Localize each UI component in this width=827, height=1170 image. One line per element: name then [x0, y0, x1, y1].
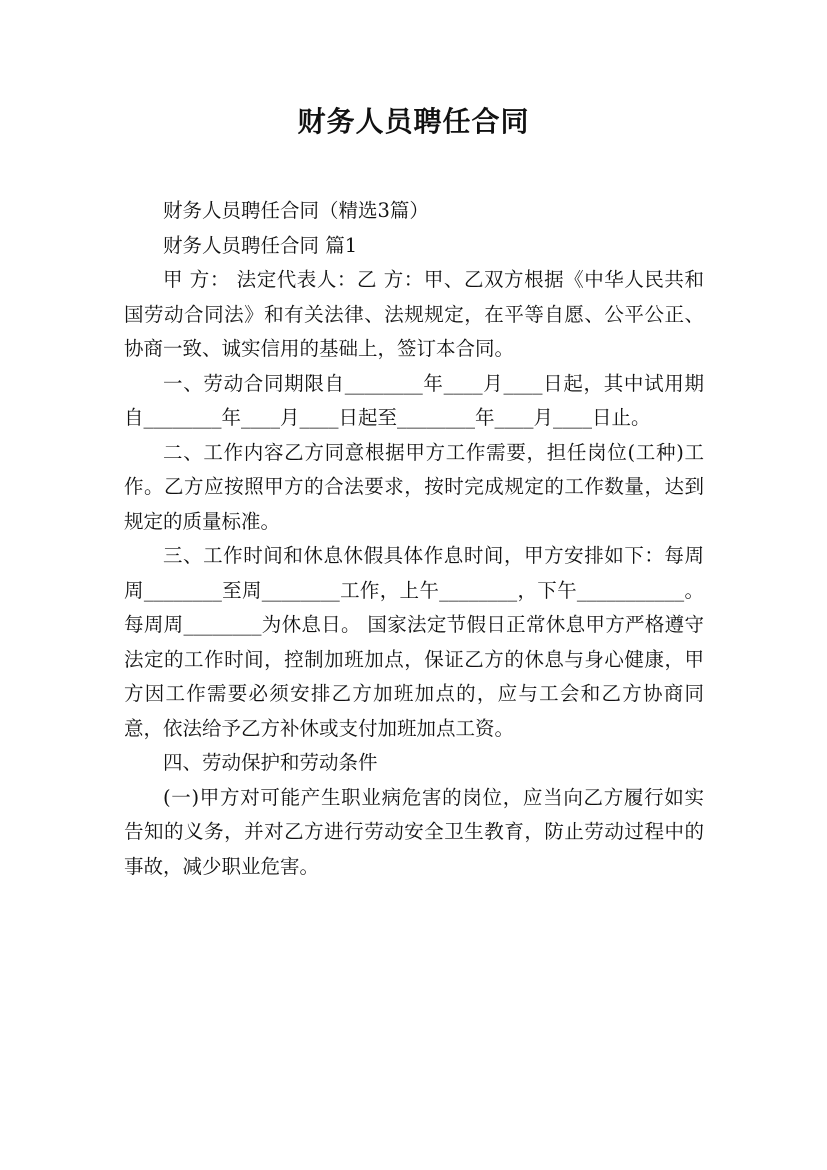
paragraph-parties: 甲 方： 法定代表人：乙 方：甲、乙双方根据《中华人民共和国劳动合同法》和有关法律、法规规定，在平等自愿、公平公正、协商一致、诚实信用的基础上，签订本合同。 — [124, 268, 704, 360]
document-title: 财务人员聘任合同 — [297, 105, 530, 138]
paragraph-working-hours: 三、工作时间和休息休假具体作息时间，甲方安排如下：每周周________至周________工作，上午________，下午___________。 每周周________为休息日。 国家法定节假日正常休息甲方严格遵守法定的工作时间，控制加班加点，保证乙方的休息与身心健康，甲方因工作需要必须安排乙方加班加点的，应与工会和乙方协商同意，依法给予乙方补休或支付加班加点工资。 — [124, 544, 704, 740]
document-body — [124, 194, 704, 884]
paragraph-occupational-hazard: (一)甲方对可能产生职业病危害的岗位，应当向乙方履行如实告知的义务，并对乙方进行劳动安全卫生教育，防止劳动过程中的事故，减少职业危害。 — [124, 785, 704, 878]
paragraph-heading-part-1: 财务人员聘任合同 篇1 — [163, 233, 358, 257]
paragraph-contract-term: 一、劳动合同期限自________年____月____日起，其中试用期自________年____月____日起至________年____月____日止。 — [124, 371, 704, 429]
paragraph-heading-labor-protection: 四、劳动保护和劳动条件 — [163, 751, 378, 774]
paragraph-heading-collection: 财务人员聘任合同（精选3篇） — [163, 199, 429, 222]
paragraph-work-content: 二、工作内容乙方同意根据甲方工作需要，担任岗位(工种)工作。乙方应按照甲方的合法要求，按时完成规定的工作数量，达到规定的质量标准。 — [124, 440, 704, 533]
